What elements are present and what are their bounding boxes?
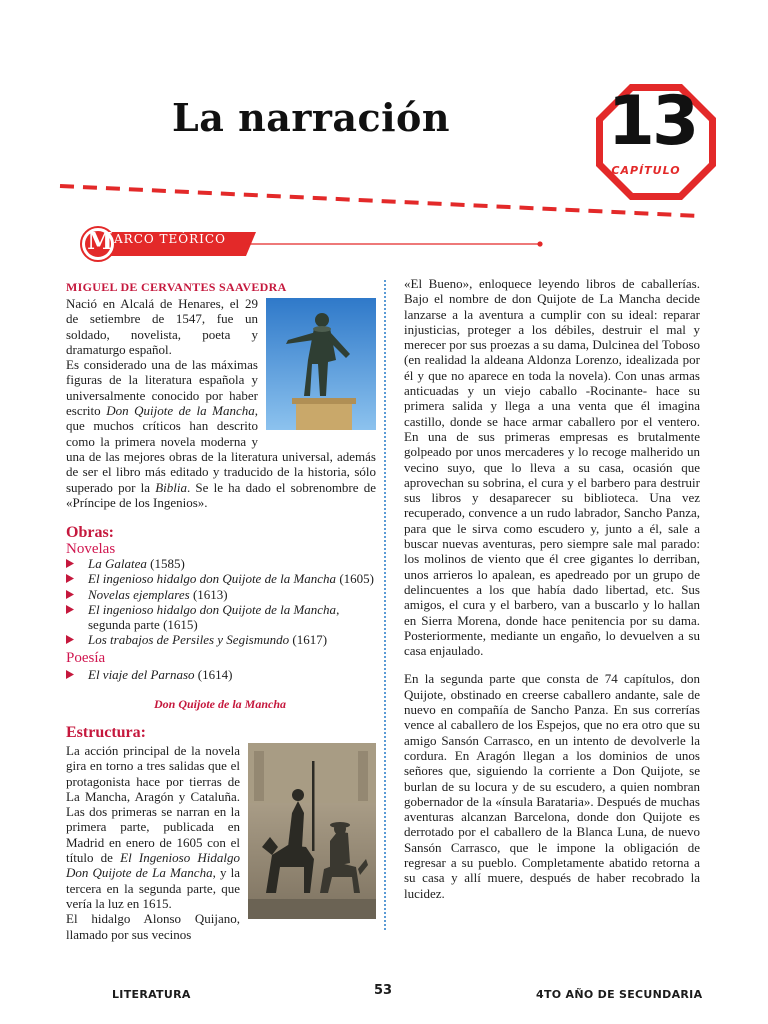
list-item: [66, 587, 378, 602]
novel-title: Novelas ejemplares: [88, 586, 190, 602]
quijote-monument-image: [248, 743, 376, 919]
right-paragraph-2: En la segunda parte que consta de 74 capítulos, don Quijote, obstinado en creerse caballero andante, sale de nuevo en compañía de Sancho Panza. En sus correrías vence al caballero de los Espejos, que no era otro que su amigo Sansón Carrasco, en un intento de devolverle la cordura. En Aragón llegan a los dominios de unos señores que, siguiendo la corriente a Don Quijote, se burlan de su locura y de su escudero, a quien nombran gobernador de la «ínsula Barataria». Después de muchas aventuras alcanzan Barcelona, donde don Quijote es derrotado por el caballero de la Blanca Luna, de nuevo Sansón Carrasco, que le impone la obligación de regresar a su pueblo. Completamente abatido retorna a su casa y allí muere, después de haber recobrado la lucidez.: [404, 671, 700, 901]
novel-year: (1585): [146, 556, 185, 571]
structure-text-1: La acción principal de la novela gira en torno a tres salidas que el protagonista hace por tierras de La Mancha, Aragón y Cataluña. Las dos primeras se narran en la primera parte, publicada en Madrid en enero de 1605 con el título de: [66, 743, 240, 866]
poem-year: (1614): [194, 667, 233, 682]
novels-label: Novelas: [66, 541, 116, 557]
right-column: [404, 276, 700, 914]
bio-text-4: . Se le ha dado el sobrenombre de «Príncipe de los Ingenios».: [66, 479, 376, 510]
column-divider: [384, 280, 386, 930]
novel-year: (1617): [289, 632, 328, 648]
right-paragraph-1: «El Bueno», enloquece leyendo libros de caballerías. Bajo el nombre de don Quijote de La Mancha decide lanzarse a la aventura a cumplir con su ideal: reparar injusticias, proteger a los débiles, destruir el mal y merecer por sus proezas a su dama, Dulcinea del Toboso (en realidad la aldeana Aldonza Lorenzo, idealizada por él y que no aparece en toda la novela). Con unas armas anticuadas y un viejo caballo -Rocinante- hace su primera salida y llega a una venta que él imagina castillo, donde se hace armar caballero por el ventero. En una de sus primeras empresas es brutalmente golpeado por unos mercaderes y lo recoge malherido un vecino suyo, que lo lleva a su casa, ocasión que aprovechan su sobrina, el cura y el barbero para destruir sus libros y desaparecer su biblioteca. Una vez recuperado, convence a un rudo labrador, Sancho Panza, para que le sirva como escudero y, junto a él, sale a buscar nuevas aventuras, pero siempre sale mal parado: los molinos de viento que él cree gigantes lo derriban, unos arrieros lo apalean, es apedreado por un grupo de delincuentes a los que había dado libertad, etc. Sus amigos, el cura y el barbero, van a buscarlo y lo hallan en Sierra Morena, donde hace penitencia por su dama. Posteriormente, mediante un engaño, lo devuelven a su casa enjaulado.: [404, 276, 700, 659]
bio-text-2-italic: Don Quijote de la Mancha: [106, 403, 255, 419]
bio-section: [66, 296, 376, 510]
novel-title: El ingenioso hidalgo don Quijote de la Mancha: [88, 601, 337, 617]
chapter-label: CAPÍTULO: [611, 164, 681, 177]
page-number: 53: [374, 983, 393, 998]
bullet-icon: [66, 574, 74, 583]
novels-list: [66, 556, 378, 648]
footer-subject: LITERATURA: [112, 988, 191, 1001]
structure-text-1-italic: El Ingenioso Hidalgo Don Quijote de La Mancha: [66, 850, 241, 881]
list-item: [66, 632, 378, 647]
bio-text-1: Nació en Alcalá de Henares, el 29 de setiembre de 1547, fue un soldado, novelista, poeta y dramaturgo español.: [66, 296, 258, 357]
bullet-icon: [66, 590, 74, 599]
poetry-list: [66, 667, 378, 682]
bullet-icon: [66, 635, 74, 644]
novel-title: El ingenioso hidalgo don Quijote de la Mancha: [88, 571, 337, 587]
cervantes-statue-image: [266, 298, 376, 430]
chapter-number: 13: [607, 82, 697, 161]
novel-title: La Galatea: [88, 556, 147, 571]
bio-text-3-italic: Biblia: [155, 479, 187, 495]
list-item: [66, 571, 378, 586]
list-item: [66, 667, 378, 682]
banner-initial: M: [87, 228, 113, 255]
bio-text-2: Es considerado una de las máximas figuras de la literatura española y universalmente conocido por haber escrito: [66, 357, 258, 419]
poetry-label: Poesía: [66, 650, 106, 666]
bullet-icon: [66, 605, 74, 614]
footer-grade: 4TO AÑO DE SECUNDARIA: [536, 988, 703, 1001]
works-heading: Obras:: [66, 524, 114, 541]
bio-text-3: , que muchos críticos han descrito como la primera novela moderna y una de las mejores obras de la literatura universal, además de ser el libro más editado y traducido de la historia, sólo superado por la: [66, 403, 376, 495]
banner-title: ARCO TEÓRICO: [114, 232, 226, 246]
structure-heading: Estructura:: [66, 724, 146, 741]
novel-year: , segunda parte (1615): [88, 601, 340, 633]
poem-title: El viaje del Parnaso: [88, 667, 195, 682]
header-dashed-line: [0, 150, 768, 230]
page-title: La narración: [172, 95, 451, 140]
structure-text-2: , y la tercera en la segunda parte, que vería la luz en 1615.: [66, 865, 241, 911]
list-item: [66, 556, 378, 571]
bullet-icon: [66, 670, 74, 679]
bullet-icon: [66, 559, 74, 568]
novel-year: (1613): [189, 586, 228, 602]
structure-text-3: El hidalgo Alonso Quijano, llamado por sus vecinos: [66, 911, 240, 942]
list-item: [66, 602, 378, 633]
dq-caption: Don Quijote de la Mancha: [153, 697, 286, 711]
novel-year: (1605): [336, 571, 374, 587]
structure-section: [66, 743, 376, 942]
novel-title: Los trabajos de Persiles y Segismundo: [88, 632, 290, 648]
bio-heading: MIGUEL DE CERVANTES SAAVEDRA: [66, 280, 287, 294]
